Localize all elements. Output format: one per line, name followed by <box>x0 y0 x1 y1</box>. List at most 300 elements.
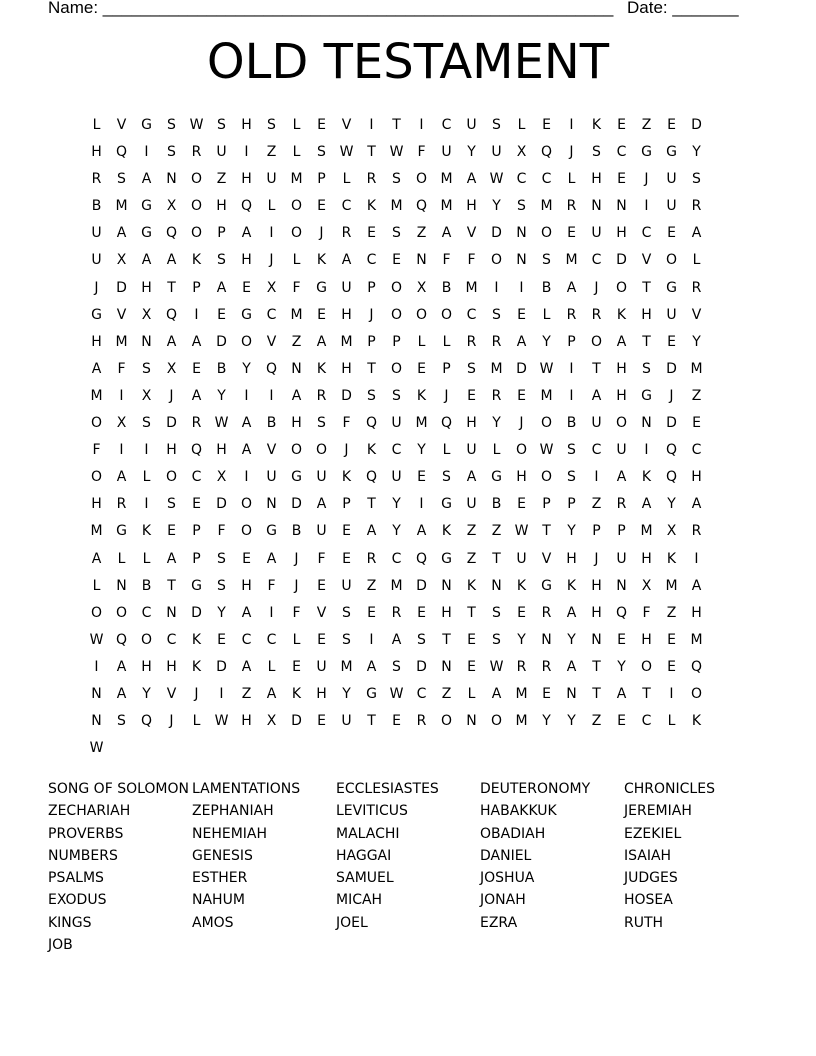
grid-letter[interactable]: S <box>492 631 501 648</box>
grid-letter[interactable]: S <box>117 713 126 730</box>
grid-letter[interactable]: N <box>466 713 477 730</box>
grid-letter[interactable]: S <box>592 144 601 161</box>
grid-letter[interactable]: K <box>641 469 652 486</box>
grid-letter[interactable]: U <box>266 469 277 486</box>
grid-letter[interactable]: S <box>492 117 501 133</box>
grid-letter[interactable]: T <box>167 577 176 594</box>
grid-letter[interactable]: E <box>667 333 676 350</box>
grid-letter[interactable]: M <box>115 333 128 350</box>
grid-letter[interactable]: E <box>542 117 551 133</box>
grid-letter[interactable]: I <box>519 279 524 296</box>
grid-letter[interactable]: J <box>444 387 449 404</box>
grid-letter[interactable]: E <box>417 469 426 486</box>
grid-letter[interactable]: Q <box>240 198 253 215</box>
grid-letter[interactable]: I <box>269 387 274 404</box>
grid-letter[interactable]: F <box>317 550 326 567</box>
grid-letter[interactable]: E <box>467 631 476 648</box>
grid-letter[interactable]: I <box>144 144 149 161</box>
grid-letter[interactable]: V <box>641 252 652 269</box>
grid-letter[interactable]: S <box>542 252 551 269</box>
grid-letter[interactable]: A <box>91 360 102 377</box>
grid-letter[interactable]: D <box>216 333 227 350</box>
grid-letter[interactable]: H <box>241 171 252 188</box>
grid-letter[interactable]: F <box>467 252 476 269</box>
grid-letter[interactable]: O <box>315 442 328 459</box>
grid-letter[interactable]: N <box>266 496 277 513</box>
grid-letter[interactable]: E <box>417 604 426 621</box>
grid-letter[interactable]: M <box>390 577 403 594</box>
grid-letter[interactable]: W <box>539 442 554 459</box>
grid-letter[interactable]: N <box>441 658 452 675</box>
grid-letter[interactable]: A <box>216 279 227 296</box>
grid-letter[interactable]: E <box>317 306 326 323</box>
grid-letter[interactable]: P <box>567 496 576 513</box>
grid-letter[interactable]: I <box>419 496 424 513</box>
grid-letter[interactable]: Y <box>342 685 351 702</box>
grid-letter[interactable]: I <box>494 279 499 296</box>
grid-letter[interactable]: R <box>591 306 602 323</box>
grid-letter[interactable]: A <box>266 685 277 702</box>
grid-letter[interactable]: C <box>141 604 152 621</box>
grid-letter[interactable]: R <box>691 523 702 540</box>
grid-letter[interactable]: J <box>319 225 324 242</box>
grid-letter[interactable]: U <box>441 144 452 161</box>
grid-letter[interactable]: H <box>241 713 252 730</box>
grid-letter[interactable]: E <box>617 631 626 648</box>
grid-letter[interactable]: S <box>167 496 176 513</box>
grid-letter[interactable]: E <box>517 604 526 621</box>
grid-letter[interactable]: O <box>540 415 553 432</box>
grid-letter[interactable]: V <box>266 442 277 459</box>
grid-letter[interactable]: G <box>191 577 202 594</box>
grid-letter[interactable]: G <box>641 144 652 161</box>
grid-letter[interactable]: A <box>166 550 177 567</box>
grid-letter[interactable]: C <box>166 631 177 648</box>
grid-letter[interactable]: E <box>317 631 326 648</box>
grid-letter[interactable]: I <box>594 469 599 486</box>
grid-letter[interactable]: E <box>217 631 226 648</box>
grid-letter[interactable]: Q <box>140 713 153 730</box>
grid-letter[interactable]: P <box>342 496 351 513</box>
grid-letter[interactable]: H <box>166 658 177 675</box>
grid-letter[interactable]: W <box>539 360 554 377</box>
grid-letter[interactable]: M <box>465 279 478 296</box>
grid-letter[interactable]: L <box>92 577 101 594</box>
grid-letter[interactable]: S <box>492 306 501 323</box>
grid-letter[interactable]: A <box>441 225 452 242</box>
grid-letter[interactable]: M <box>640 523 653 540</box>
grid-letter[interactable]: B <box>141 577 152 594</box>
grid-letter[interactable]: S <box>567 442 576 459</box>
grid-letter[interactable]: F <box>292 279 301 296</box>
grid-letter[interactable]: C <box>441 117 452 133</box>
grid-letter[interactable]: H <box>91 333 102 350</box>
grid-letter[interactable]: M <box>490 360 503 377</box>
grid-letter[interactable]: E <box>517 496 526 513</box>
grid-letter[interactable]: E <box>692 415 701 432</box>
grid-letter[interactable]: L <box>542 306 551 323</box>
grid-letter[interactable]: Z <box>216 171 227 188</box>
grid-letter[interactable]: Y <box>517 631 526 648</box>
grid-letter[interactable]: A <box>141 171 152 188</box>
grid-letter[interactable]: W <box>489 658 504 675</box>
grid-letter[interactable]: S <box>217 117 226 133</box>
grid-letter[interactable]: N <box>91 685 102 702</box>
grid-letter[interactable]: A <box>466 171 477 188</box>
grid-letter[interactable]: L <box>292 144 301 161</box>
grid-letter[interactable]: S <box>442 469 451 486</box>
grid-letter[interactable]: I <box>644 442 649 459</box>
grid-letter[interactable]: A <box>416 523 427 540</box>
grid-letter[interactable]: O <box>240 523 253 540</box>
grid-letter[interactable]: Z <box>491 523 502 540</box>
grid-letter[interactable]: O <box>390 306 403 323</box>
grid-letter[interactable]: T <box>367 496 376 513</box>
grid-letter[interactable]: E <box>467 658 476 675</box>
grid-letter[interactable]: N <box>591 198 602 215</box>
grid-letter[interactable]: H <box>291 415 302 432</box>
grid-letter[interactable]: G <box>491 469 502 486</box>
grid-letter[interactable]: U <box>616 442 627 459</box>
grid-letter[interactable]: E <box>342 550 351 567</box>
grid-letter[interactable]: T <box>592 685 601 702</box>
grid-letter[interactable]: A <box>691 496 702 513</box>
grid-letter[interactable]: K <box>691 713 702 730</box>
grid-letter[interactable]: P <box>192 279 201 296</box>
grid-letter[interactable]: H <box>241 252 252 269</box>
grid-letter[interactable]: T <box>592 658 601 675</box>
grid-letter[interactable]: Z <box>466 550 477 567</box>
grid-letter[interactable]: L <box>692 252 701 269</box>
grid-letter[interactable]: U <box>341 279 352 296</box>
grid-letter[interactable]: F <box>342 415 351 432</box>
grid-letter[interactable]: O <box>140 631 153 648</box>
grid-letter[interactable]: M <box>440 171 453 188</box>
grid-letter[interactable]: E <box>192 360 201 377</box>
grid-letter[interactable]: R <box>691 279 702 296</box>
grid-letter[interactable]: Y <box>667 496 676 513</box>
grid-letter[interactable]: O <box>515 442 528 459</box>
grid-letter[interactable]: S <box>417 631 426 648</box>
grid-letter[interactable]: T <box>492 550 501 567</box>
grid-letter[interactable]: N <box>166 604 177 621</box>
grid-letter[interactable]: L <box>292 631 301 648</box>
grid-letter[interactable]: I <box>219 685 224 702</box>
grid-letter[interactable]: K <box>291 685 302 702</box>
grid-letter[interactable]: I <box>144 442 149 459</box>
grid-letter[interactable]: E <box>367 225 376 242</box>
grid-letter[interactable]: U <box>216 144 227 161</box>
grid-letter[interactable]: P <box>442 360 451 377</box>
grid-letter[interactable]: P <box>317 171 326 188</box>
grid-letter[interactable]: C <box>341 198 352 215</box>
grid-letter[interactable]: H <box>166 442 177 459</box>
grid-letter[interactable]: J <box>594 550 599 567</box>
grid-letter[interactable]: A <box>241 225 252 242</box>
grid-letter[interactable]: Q <box>115 631 128 648</box>
grid-letter[interactable]: J <box>294 577 299 594</box>
grid-letter[interactable]: O <box>540 469 553 486</box>
grid-letter[interactable]: L <box>292 252 301 269</box>
grid-letter[interactable]: H <box>316 685 327 702</box>
grid-letter[interactable]: O <box>190 198 203 215</box>
grid-letter[interactable]: I <box>569 360 574 377</box>
grid-letter[interactable]: H <box>591 577 602 594</box>
grid-letter[interactable]: T <box>367 144 376 161</box>
grid-letter[interactable]: Y <box>692 144 701 161</box>
grid-letter[interactable]: L <box>267 658 276 675</box>
grid-letter[interactable]: L <box>442 442 451 459</box>
grid-letter[interactable]: S <box>492 604 501 621</box>
grid-letter[interactable]: V <box>116 306 127 323</box>
grid-letter[interactable]: R <box>416 713 427 730</box>
grid-letter[interactable]: K <box>591 117 602 133</box>
grid-letter[interactable]: R <box>491 333 502 350</box>
grid-letter[interactable]: V <box>691 306 702 323</box>
grid-letter[interactable]: D <box>666 415 677 432</box>
grid-letter[interactable]: A <box>566 658 577 675</box>
grid-letter[interactable]: V <box>166 685 177 702</box>
grid-letter[interactable]: C <box>691 442 702 459</box>
grid-letter[interactable]: R <box>191 415 202 432</box>
grid-letter[interactable]: O <box>290 198 303 215</box>
grid-letter[interactable]: H <box>341 306 352 323</box>
grid-letter[interactable]: A <box>691 577 702 594</box>
grid-letter[interactable]: O <box>665 252 678 269</box>
grid-letter[interactable]: O <box>240 496 253 513</box>
grid-letter[interactable]: A <box>691 225 702 242</box>
grid-letter[interactable]: I <box>244 469 249 486</box>
grid-letter[interactable]: A <box>366 523 377 540</box>
grid-letter[interactable]: I <box>269 604 274 621</box>
grid-letter[interactable]: W <box>489 171 504 188</box>
grid-letter[interactable]: O <box>690 685 703 702</box>
grid-letter[interactable]: H <box>616 225 627 242</box>
grid-letter[interactable]: E <box>617 713 626 730</box>
grid-letter[interactable]: N <box>91 713 102 730</box>
grid-letter[interactable]: H <box>241 117 252 133</box>
grid-letter[interactable]: Y <box>567 713 576 730</box>
grid-letter[interactable]: S <box>342 604 351 621</box>
grid-letter[interactable]: Z <box>241 685 252 702</box>
grid-letter[interactable]: O <box>390 279 403 296</box>
grid-letter[interactable]: I <box>144 496 149 513</box>
grid-letter[interactable]: U <box>666 306 677 323</box>
grid-letter[interactable]: S <box>217 550 226 567</box>
grid-letter[interactable]: Z <box>291 333 302 350</box>
grid-letter[interactable]: I <box>269 225 274 242</box>
grid-letter[interactable]: J <box>569 144 574 161</box>
grid-letter[interactable]: K <box>191 252 202 269</box>
grid-letter[interactable]: H <box>591 171 602 188</box>
grid-letter[interactable]: Y <box>567 631 576 648</box>
grid-letter[interactable]: M <box>290 171 303 188</box>
grid-letter[interactable]: W <box>389 144 404 161</box>
grid-letter[interactable]: P <box>592 523 601 540</box>
grid-letter[interactable]: K <box>141 523 152 540</box>
grid-letter[interactable]: P <box>367 333 376 350</box>
grid-letter[interactable]: E <box>392 252 401 269</box>
grid-letter[interactable]: S <box>217 252 226 269</box>
grid-letter[interactable]: T <box>592 360 601 377</box>
grid-letter[interactable]: Y <box>392 523 401 540</box>
grid-letter[interactable]: R <box>366 171 377 188</box>
grid-letter[interactable]: H <box>216 442 227 459</box>
grid-letter[interactable]: V <box>266 333 277 350</box>
grid-letter[interactable]: I <box>119 387 124 404</box>
grid-letter[interactable]: K <box>316 360 327 377</box>
grid-letter[interactable]: N <box>491 577 502 594</box>
grid-letter[interactable]: W <box>89 631 104 648</box>
grid-letter[interactable]: J <box>269 252 274 269</box>
grid-letter[interactable]: P <box>567 333 576 350</box>
grid-letter[interactable]: D <box>516 360 527 377</box>
grid-letter[interactable]: J <box>594 279 599 296</box>
grid-letter[interactable]: A <box>366 658 377 675</box>
grid-letter[interactable]: S <box>167 144 176 161</box>
grid-letter[interactable]: A <box>341 252 352 269</box>
grid-letter[interactable]: F <box>442 252 451 269</box>
grid-letter[interactable]: S <box>392 658 401 675</box>
grid-letter[interactable]: I <box>669 685 674 702</box>
grid-letter[interactable]: X <box>266 713 277 730</box>
grid-letter[interactable]: X <box>641 577 652 594</box>
grid-letter[interactable]: B <box>291 523 302 540</box>
grid-letter[interactable]: C <box>466 306 477 323</box>
grid-letter[interactable]: R <box>391 604 402 621</box>
grid-letter[interactable]: O <box>640 658 653 675</box>
grid-letter[interactable]: L <box>442 333 451 350</box>
grid-letter[interactable]: A <box>616 469 627 486</box>
grid-letter[interactable]: W <box>214 415 229 432</box>
grid-letter[interactable]: J <box>519 415 524 432</box>
grid-letter[interactable]: I <box>369 117 374 133</box>
grid-letter[interactable]: U <box>666 171 677 188</box>
grid-letter[interactable]: R <box>341 225 352 242</box>
grid-letter[interactable]: S <box>392 171 401 188</box>
grid-letter[interactable]: E <box>617 117 626 133</box>
grid-letter[interactable]: R <box>91 171 102 188</box>
grid-letter[interactable]: S <box>392 225 401 242</box>
grid-letter[interactable]: R <box>541 604 552 621</box>
grid-letter[interactable]: Q <box>440 415 453 432</box>
grid-letter[interactable]: S <box>317 144 326 161</box>
grid-letter[interactable]: E <box>292 658 301 675</box>
grid-letter[interactable]: U <box>316 523 327 540</box>
grid-letter[interactable]: G <box>441 496 452 513</box>
grid-letter[interactable]: M <box>90 387 103 404</box>
grid-letter[interactable]: S <box>217 577 226 594</box>
grid-letter[interactable]: J <box>644 171 649 188</box>
grid-letter[interactable]: U <box>91 252 102 269</box>
grid-letter[interactable]: G <box>316 279 327 296</box>
grid-letter[interactable]: T <box>467 604 476 621</box>
grid-letter[interactable]: E <box>317 198 326 215</box>
grid-letter[interactable]: F <box>292 604 301 621</box>
grid-letter[interactable]: S <box>642 360 651 377</box>
grid-letter[interactable]: A <box>116 685 127 702</box>
grid-letter[interactable]: D <box>416 658 427 675</box>
grid-letter[interactable]: Z <box>591 713 602 730</box>
grid-letter[interactable]: K <box>416 387 427 404</box>
grid-letter[interactable]: K <box>341 469 352 486</box>
grid-letter[interactable]: C <box>241 631 252 648</box>
grid-letter[interactable]: Z <box>366 577 377 594</box>
grid-letter[interactable]: S <box>267 117 276 133</box>
grid-letter[interactable]: V <box>541 550 552 567</box>
grid-letter[interactable]: L <box>567 171 576 188</box>
grid-letter[interactable]: N <box>116 577 127 594</box>
grid-letter[interactable]: H <box>466 415 477 432</box>
grid-letter[interactable]: C <box>591 252 602 269</box>
grid-letter[interactable]: D <box>291 713 302 730</box>
grid-letter[interactable]: L <box>292 117 301 133</box>
grid-letter[interactable]: H <box>641 550 652 567</box>
grid-letter[interactable]: R <box>616 496 627 513</box>
grid-letter[interactable]: O <box>240 333 253 350</box>
grid-letter[interactable]: S <box>317 415 326 432</box>
grid-letter[interactable]: U <box>266 171 277 188</box>
grid-letter[interactable]: H <box>341 360 352 377</box>
grid-letter[interactable]: A <box>241 415 252 432</box>
grid-letter[interactable]: P <box>192 550 201 567</box>
grid-letter[interactable]: L <box>92 117 101 133</box>
grid-letter[interactable]: G <box>666 144 677 161</box>
grid-letter[interactable]: Q <box>690 658 703 675</box>
grid-letter[interactable]: Z <box>641 117 652 133</box>
grid-letter[interactable]: F <box>217 523 226 540</box>
grid-letter[interactable]: D <box>666 360 677 377</box>
grid-letter[interactable]: O <box>615 415 628 432</box>
grid-letter[interactable]: N <box>416 252 427 269</box>
grid-letter[interactable]: H <box>691 604 702 621</box>
grid-letter[interactable]: N <box>616 577 627 594</box>
grid-letter[interactable]: O <box>165 469 178 486</box>
grid-letter[interactable]: D <box>216 496 227 513</box>
grid-letter[interactable]: P <box>367 279 376 296</box>
grid-letter[interactable]: M <box>415 415 428 432</box>
grid-letter[interactable]: A <box>391 631 402 648</box>
grid-letter[interactable]: E <box>242 550 251 567</box>
grid-letter[interactable]: M <box>440 198 453 215</box>
grid-letter[interactable]: K <box>666 550 677 567</box>
grid-letter[interactable]: V <box>316 604 327 621</box>
grid-letter[interactable]: L <box>417 333 426 350</box>
grid-letter[interactable]: A <box>191 387 202 404</box>
grid-letter[interactable]: K <box>366 442 377 459</box>
grid-letter[interactable]: D <box>491 225 502 242</box>
grid-letter[interactable]: H <box>591 604 602 621</box>
grid-letter[interactable]: N <box>516 252 527 269</box>
grid-letter[interactable]: G <box>291 469 302 486</box>
grid-letter[interactable]: M <box>690 360 703 377</box>
grid-letter[interactable]: H <box>91 496 102 513</box>
grid-letter[interactable]: C <box>391 550 402 567</box>
grid-letter[interactable]: E <box>342 523 351 540</box>
grid-letter[interactable]: R <box>116 496 127 513</box>
grid-letter[interactable]: U <box>316 658 327 675</box>
grid-letter[interactable]: X <box>141 387 152 404</box>
grid-letter[interactable]: F <box>117 360 126 377</box>
grid-letter[interactable]: Y <box>542 333 551 350</box>
grid-letter[interactable]: W <box>214 713 229 730</box>
grid-letter[interactable]: D <box>191 604 202 621</box>
grid-letter[interactable]: O <box>440 713 453 730</box>
grid-letter[interactable]: I <box>569 117 574 133</box>
grid-letter[interactable]: R <box>191 144 202 161</box>
grid-letter[interactable]: A <box>566 604 577 621</box>
grid-letter[interactable]: K <box>366 198 377 215</box>
